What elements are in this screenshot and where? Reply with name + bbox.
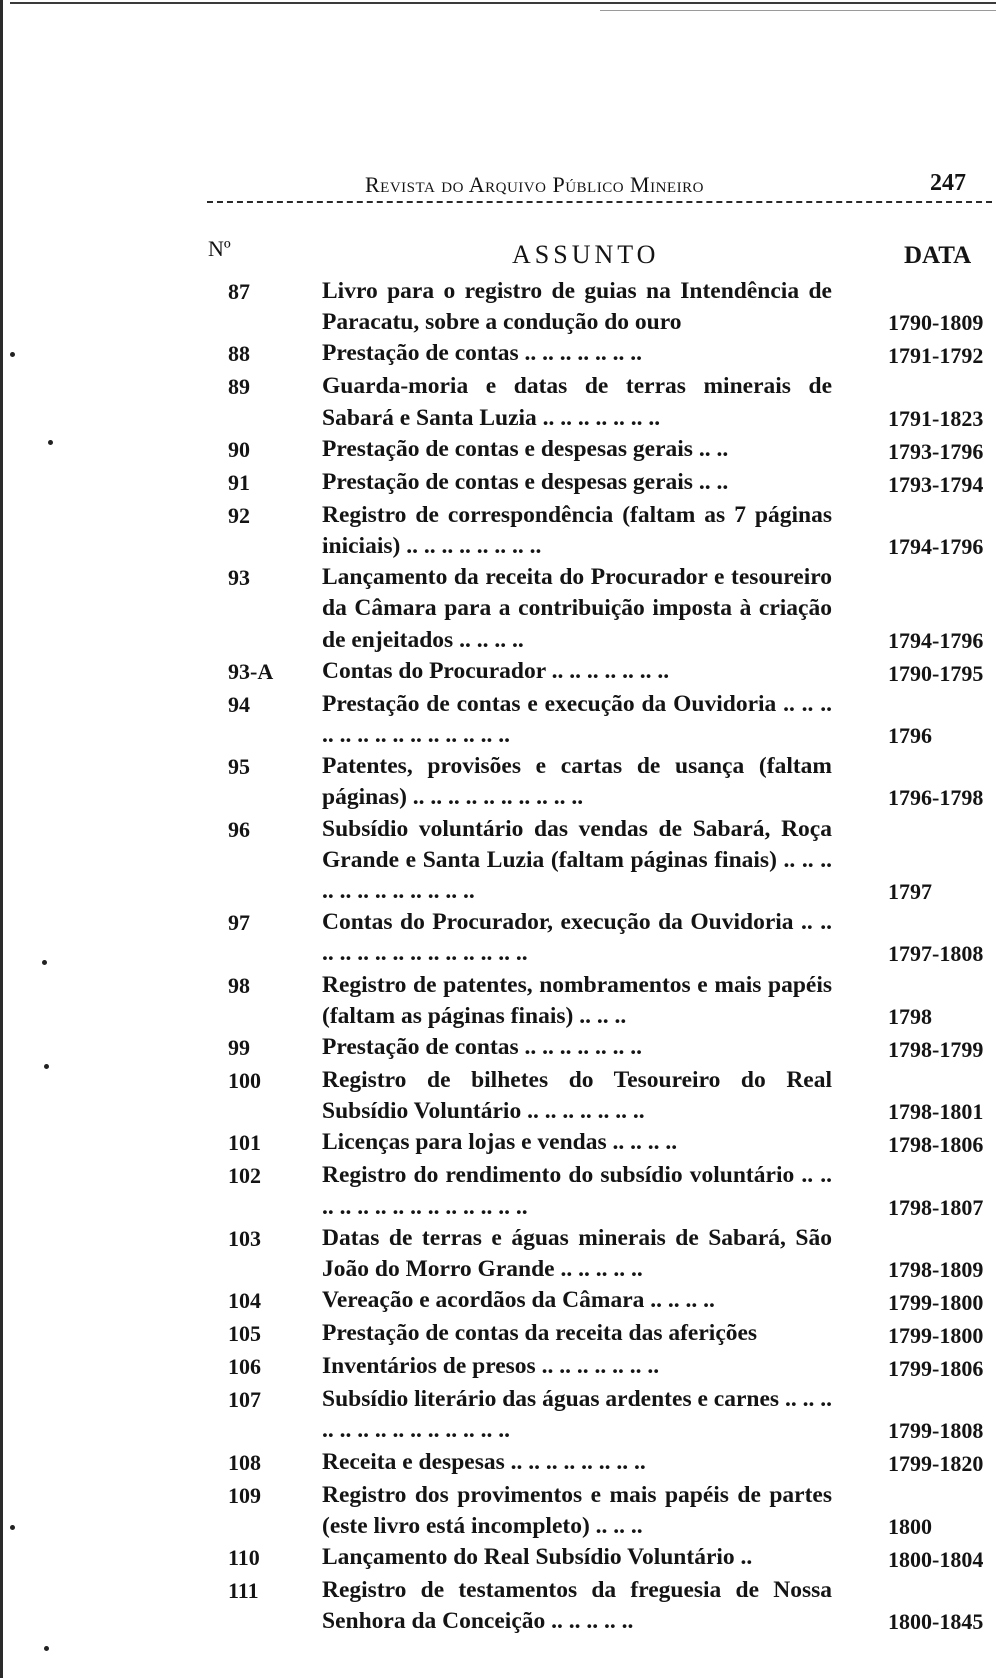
entry-number: 109	[228, 1482, 261, 1508]
entry-date: 1798-1801	[888, 1099, 984, 1125]
entry-subject: Lançamento do Real Subsídio Voluntário ..	[322, 1544, 753, 1571]
print-speck	[10, 352, 15, 357]
column-header-subject: ASSUNTO	[512, 240, 660, 269]
table-row	[0, 371, 996, 433]
table-row	[0, 907, 996, 969]
table-row	[0, 1223, 996, 1285]
entry-date: 1800-1845	[888, 1609, 984, 1635]
entry-number: 95	[228, 754, 250, 780]
table-row	[0, 970, 996, 1032]
entry-subject: Contas do Procurador .. .. .. .. .. .. ..	[322, 657, 670, 684]
table-row	[0, 751, 996, 813]
entry-subject: Registro de bilhetes do Tesoureiro do Real Subsídio Voluntário .. .. .. .. .. .. ..	[322, 1067, 832, 1125]
entry-number: 91	[228, 469, 250, 495]
entry-number: 93-A	[228, 658, 274, 684]
entry-subject: Registro dos provimentos e mais papéis de partes (este livro está incompleto) .. .. ..	[322, 1481, 832, 1539]
print-speck	[10, 1525, 15, 1530]
entry-date: 1798-1807	[888, 1194, 984, 1220]
entry-number: 87	[228, 279, 250, 304]
entry-date: 1799-1800	[888, 1290, 984, 1316]
table-row	[0, 689, 996, 751]
entry-date: 1798	[888, 1003, 932, 1029]
entry-table	[0, 276, 996, 1638]
entry-subject: Contas do Procurador, execução da Ouvidoria .. .. .. .. .. .. .. .. .. .. .. .. .. ..	[322, 909, 832, 967]
entry-subject: Subsídio voluntário das vendas de Sabará, Roça Grande e Santa Luzia (faltam páginas finais) .. .. .. .. .. .. .. .. .. .. .. ..	[322, 815, 832, 905]
entry-number: 90	[228, 436, 250, 462]
table-row	[0, 562, 996, 656]
entry-date: 1800-1804	[888, 1546, 984, 1572]
entry-subject: Subsídio literário das águas ardentes e carnes .. .. .. .. .. .. .. .. .. .. .. .. .. ..	[322, 1386, 832, 1444]
entry-subject: Lançamento da receita do Procurador e tesoureiro da Câmara para a contribuição imposta à criação de enjeitados .. .. .. ..	[322, 564, 832, 653]
entry-number: 106	[228, 1354, 261, 1380]
entry-date: 1794-1796	[888, 534, 984, 560]
table-row	[0, 1160, 996, 1222]
entry-date: 1800	[888, 1513, 932, 1539]
entry-subject: Receita e despesas .. .. .. .. .. .. .. ..	[322, 1448, 646, 1475]
entry-date: 1793-1794	[888, 471, 984, 497]
entry-subject: Prestação de contas e execução da Ouvidoria .. .. .. .. .. .. .. .. .. .. .. .. .. ..	[322, 690, 832, 749]
entry-date: 1799-1806	[888, 1356, 984, 1382]
page-number: 247	[930, 170, 966, 196]
entry-subject: Prestação de contas e despesas gerais .. ..	[322, 468, 729, 495]
entry-date: 1796	[888, 723, 932, 749]
print-speck	[44, 1064, 49, 1069]
entry-number: 110	[228, 1545, 260, 1571]
table-row	[0, 1318, 996, 1351]
entry-subject: Prestação de contas da receita das aferições	[322, 1320, 758, 1347]
entry-subject: Registro de correspondência (faltam as 7 páginas iniciais) .. .. .. .. .. .. .. ..	[322, 501, 832, 560]
print-speck	[48, 440, 53, 445]
entry-date: 1798-1799	[888, 1036, 984, 1062]
entry-number: 107	[228, 1387, 261, 1413]
entry-subject: Registro de testamentos da freguesia de Nossa Senhora da Conceição .. .. .. .. ..	[322, 1577, 832, 1635]
entry-number: 92	[228, 502, 250, 528]
entry-number: 99	[228, 1035, 250, 1061]
top-border	[10, 2, 996, 4]
table-row	[0, 1575, 996, 1637]
entry-number: 96	[228, 816, 250, 842]
print-speck	[42, 960, 47, 965]
entry-number: 111	[228, 1578, 259, 1604]
print-speck	[44, 1646, 49, 1651]
entry-date: 1793-1796	[888, 438, 984, 464]
entry-subject: Registro do rendimento do subsídio voluntário .. .. .. .. .. .. .. .. .. .. .. .. .. ..	[322, 1162, 832, 1220]
entry-date: 1799-1800	[888, 1323, 984, 1349]
table-row	[0, 1480, 996, 1542]
entry-date: 1799-1820	[888, 1451, 984, 1477]
entry-number: 88	[228, 341, 250, 367]
table-row	[0, 1351, 996, 1384]
entry-date: 1797-1808	[888, 941, 984, 967]
entry-subject: Prestação de contas .. .. .. .. .. .. ..	[322, 1034, 643, 1061]
entry-date: 1798-1806	[888, 1132, 984, 1158]
entry-number: 102	[228, 1163, 261, 1189]
table-row	[0, 656, 996, 689]
entry-number: 94	[228, 691, 250, 717]
entry-subject: Vereação e acordãos da Câmara .. .. .. ..	[322, 1287, 715, 1314]
table-row	[0, 1032, 996, 1065]
entry-subject: Patentes, provisões e cartas de usança (faltam páginas) .. .. .. .. .. .. .. .. .. ..	[322, 753, 832, 811]
entry-date: 1790-1809	[888, 310, 984, 336]
table-row	[0, 434, 996, 467]
entry-date: 1791-1792	[888, 343, 984, 369]
entry-subject: Livro para o registro de guias na Intendência de Paracatu, sobre a condução do ouro	[322, 278, 832, 336]
entry-number: 98	[228, 972, 250, 998]
table-row	[0, 467, 996, 500]
running-head-title: Revista do Arquivo Público Mineiro	[365, 172, 704, 197]
entry-subject: Inventários de presos .. .. .. .. .. .. ..	[322, 1353, 660, 1380]
entry-number: 103	[228, 1225, 261, 1251]
table-row	[0, 500, 996, 562]
table-row	[0, 1285, 996, 1318]
entry-date: 1796-1798	[888, 785, 984, 811]
entry-number: 93	[228, 565, 250, 591]
entry-date: 1790-1795	[888, 660, 984, 686]
header-rule	[207, 201, 992, 203]
entry-subject: Prestação de contas .. .. .. .. .. .. ..	[322, 340, 643, 367]
table-row	[0, 1384, 996, 1446]
entry-number: 104	[228, 1288, 261, 1314]
entry-date: 1799-1808	[888, 1418, 984, 1444]
table-row	[0, 1542, 996, 1575]
entry-number: 100	[228, 1068, 261, 1094]
entry-subject: Guarda-moria e datas de terras minerais de Sabará e Santa Luzia .. .. .. .. .. .. ..	[322, 373, 832, 431]
table-row	[0, 276, 996, 338]
entry-subject: Registro de patentes, nombramentos e mais papéis (faltam as páginas finais) .. .. ..	[322, 971, 832, 1029]
entry-subject: Datas de terras e águas minerais de Sabará, São João do Morro Grande .. .. .. .. ..	[322, 1224, 832, 1283]
entry-number: 108	[228, 1449, 261, 1475]
column-header-date: DATA	[904, 242, 972, 269]
table-row	[0, 1065, 996, 1127]
table-row	[0, 814, 996, 908]
entry-date: 1798-1809	[888, 1257, 984, 1283]
entry-number: 101	[228, 1130, 261, 1156]
table-row	[0, 338, 996, 371]
table-row	[0, 1127, 996, 1160]
top-border-thin	[600, 10, 996, 11]
entry-subject: Licenças para lojas e vendas .. .. .. ..	[322, 1129, 678, 1156]
entry-subject: Prestação de contas e despesas gerais .. ..	[322, 435, 729, 462]
entry-date: 1794-1796	[888, 627, 984, 653]
entry-number: 89	[228, 374, 250, 400]
entry-date: 1791-1823	[888, 405, 984, 431]
entry-date: 1797	[888, 879, 932, 905]
entry-number: 97	[228, 910, 250, 936]
column-header-number: Nº	[208, 236, 231, 261]
entry-number: 105	[228, 1321, 261, 1347]
table-row	[0, 1447, 996, 1480]
